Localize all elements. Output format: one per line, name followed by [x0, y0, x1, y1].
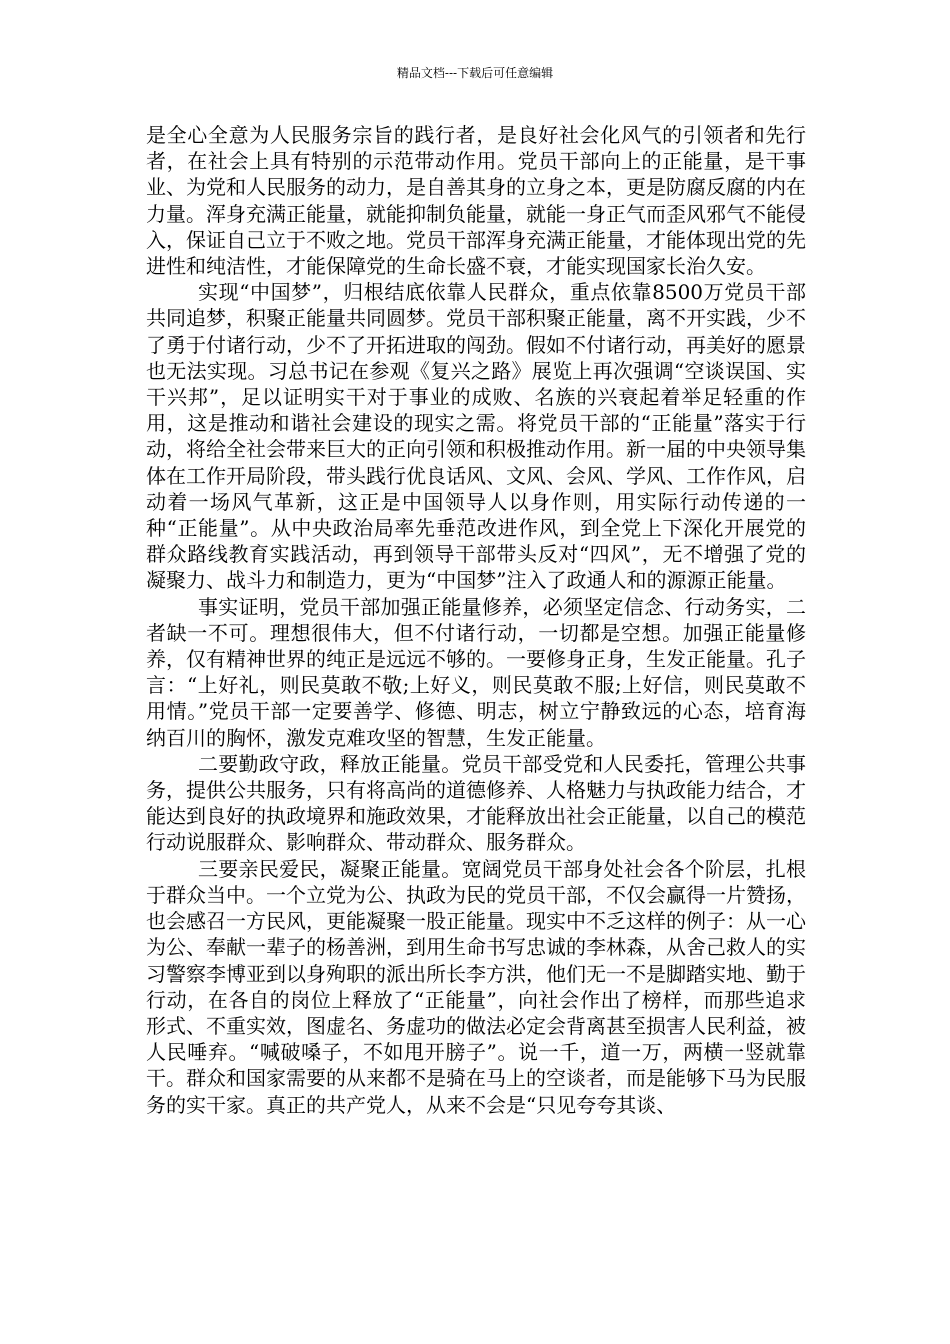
document-body — [146, 122, 806, 1118]
paragraph-4: 二要勤政守政，释放正能量。党员干部受党和人民委托，管理公共事务，提供公共服务，只有将高尚的道德修养、人格魅力与执政能力结合，才能达到良好的执政境界和施政效果，才能释放出社会正能量，以自己的模范行动说服群众、影响群众、带动群众、服务群众。 — [146, 751, 806, 855]
page-header: 精品文档---下载后可任意编辑 — [396, 66, 554, 80]
paragraph-2: 实现“中国梦”，归根结底依靠人民群众，重点依靠8500万党员干部共同追梦，积聚正能量共同圆梦。党员干部积聚正能量，离不开实践，少不了勇于付诸行动，少不了开拓进取的闯劲。假如不付诸行动，再美好的愿景也无法实现。习总书记在参观《复兴之路》展览上再次强调“空谈误国、实干兴邦”，足以证明实干对于事业的成败、名族的兴衰起着举足轻重的作用，这是推动和谐社会建设的现实之需。将党员干部的“正能量”落实于行动，将给全社会带来巨大的正向引领和积极推动作用。新一届的中央领导集体在工作开局阶段，带头践行优良话风、文风、会风、学风、工作作风，启动着一场风气革新，这正是中国领导人以身作则，用实际行动传递的一种“正能量”。从中央政治局率先垂范改进作风，到全党上下深化开展党的群众路线教育实践活动，再到领导干部带头反对“四风”，无不增强了党的凝聚力、战斗力和制造力，更为“中国梦”注入了政通人和的源源正能量。 — [146, 280, 806, 593]
paragraph-3: 事实证明，党员干部加强正能量修养，必须坚定信念、行动务实，二者缺一不可。理想很伟大，但不付诸行动，一切都是空想。加强正能量修养，仅有精神世界的纯正是远远不够的。一要修身正身，生发正能量。孔子言：“上好礼，则民莫敢不敬;上好义，则民莫敢不服;上好信，则民莫敢不用情。”党员干部一定要善学、修德、明志，树立宁静致远的心态，培育海纳百川的胸怀，激发克难攻坚的智慧，生发正能量。 — [146, 594, 806, 750]
paragraph-1: 是全心全意为人民服务宗旨的践行者，是良好社会化风气的引领者和先行者，在社会上具有特别的示范带动作用。党员干部向上的正能量，是干事业、为党和人民服务的动力，是自善其身的立身之本，更是防腐反腐的内在力量。浑身充满正能量，就能抑制负能量，就能一身正气而歪风邪气不能侵入，保证自己立于不败之地。党员干部浑身充满正能量，才能体现出党的先进性和纯洁性，才能保障党的生命长盛不衰，才能实现国家长治久安。 — [146, 123, 806, 279]
paragraph-5: 三要亲民爱民，凝聚正能量。宽阔党员干部身处社会各个阶层，扎根于群众当中。一个立党为公、执政为民的党员干部，不仅会赢得一片赞扬，也会感召一方民风，更能凝聚一股正能量。现实中不乏这样的例子：从一心为公、奉献一辈子的杨善洲，到用生命书写忠诚的李林森，从舍己救人的实习警察李博亚到以身殉职的派出所长李方洪，他们无一不是脚踏实地、勤于行动，在各自的岗位上释放了“正能量”，向社会作出了榜样，而那些追求形式、不重实效，图虚名、务虚功的做法必定会背离甚至损害人民利益，被人民唾弃。“喊破嗓子，不如甩开膀子”。说一千，道一万，两横一竖就靠干。群众和国家需要的从来都不是骑在马上的空谈者，而是能够下马为民服务的实干家。真正的共产党人，从来不会是“只见夸夸其谈、 — [146, 856, 806, 1117]
